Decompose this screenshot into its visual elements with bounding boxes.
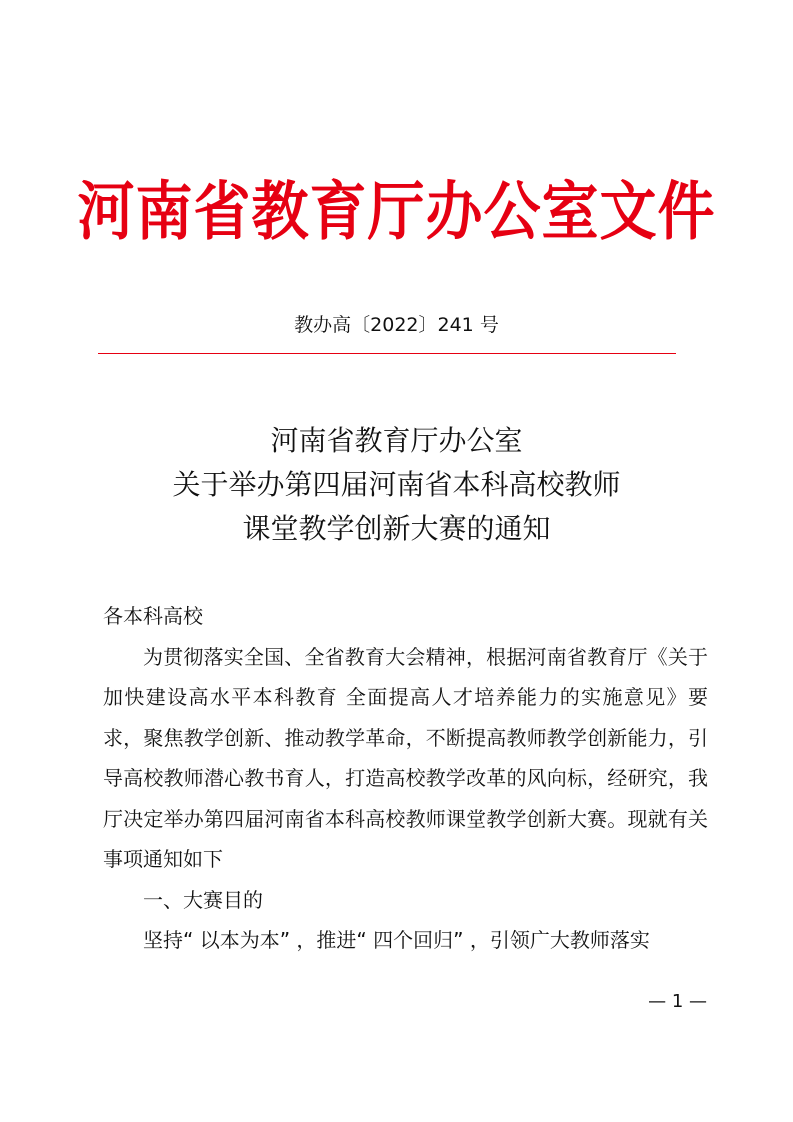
- document-body: [103, 596, 708, 961]
- title-line-2: 关于举办第四届河南省本科高校教师: [172, 468, 621, 501]
- masthead-title: 河南省教育厅办公室文件: [77, 175, 716, 250]
- page-number: — 1 —: [648, 991, 707, 1012]
- intro-paragraph: 为贯彻落实全国、全省教育大会精神，根据河南省教育厅《关于加快建设高水平本科教育 全面提高人才培养能力的实施意见》要求，聚焦教学创新、推动教学革命，不断提高教师教学创新能力，引导高校教师潜心教书育人，打造高校教学改革的风向标，经研究，我厅决定举办第四届河南省本科高校教师课堂教学创新大赛。现就有关事项通知如下: [103, 644, 708, 871]
- section-paragraph: 坚持“ 以本为本” ，推进“ 四个回归” ，引领广大教师落实: [143, 928, 650, 952]
- title-line-3: 课堂教学创新大赛的通知: [242, 512, 551, 545]
- notice-title: [0, 419, 793, 551]
- section-heading: 一、大赛目的: [143, 887, 263, 912]
- salutation: 各本科高校: [103, 604, 203, 628]
- red-divider-line: [98, 353, 676, 354]
- title-line-1: 河南省教育厅办公室: [270, 424, 523, 457]
- document-number: 教办高〔2022〕241 号: [294, 314, 499, 336]
